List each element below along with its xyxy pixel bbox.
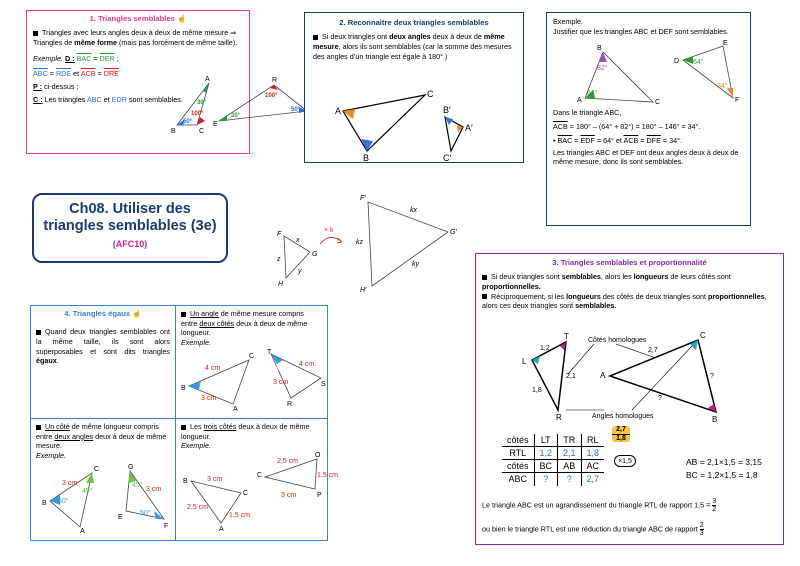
svg-text:3 cm: 3 cm (201, 394, 217, 402)
svg-text:4 cm: 4 cm (205, 364, 221, 372)
svg-text:C′: C′ (443, 153, 452, 163)
svg-text:Angles homologues: Angles homologues (592, 413, 654, 420)
svg-text:30°: 30° (197, 100, 207, 106)
svg-text:R: R (556, 413, 562, 422)
svg-text:R: R (272, 77, 278, 84)
svg-text:3 cm: 3 cm (146, 485, 162, 493)
box1-conclusion: C : Les triangles ABC et EDR sont semblables. (33, 94, 183, 104)
box1-property: P : ci-dessus ; (33, 82, 79, 92)
svg-text:A: A (577, 97, 582, 105)
svg-text:34°: 34° (717, 83, 728, 91)
svg-text:?: ? (658, 395, 662, 402)
svg-text:30°: 30° (231, 113, 241, 119)
reconnaitre-box (304, 12, 524, 163)
triangles-egaux-box (30, 305, 339, 541)
svg-text:C: C (249, 352, 255, 360)
svg-text:1,5 cm: 1,5 cm (317, 472, 339, 480)
proportion-table: côtés LT TR RL RTL 1,2 2,1 1,8 côtés BC AB AC ABC ? ? 2,7 (502, 434, 604, 486)
svg-text:50°: 50° (183, 119, 193, 125)
box4-title: 4. Triangles égaux ☝ (64, 309, 142, 318)
svg-text:R: R (287, 400, 293, 408)
box3-conclusion: Les triangles ABC et DEF ont deux angles deux à deux de même mesure, donc ils sont semblables. (553, 147, 739, 167)
svg-text:A: A (600, 371, 606, 380)
svg-text:A: A (219, 526, 224, 534)
svg-text:2,7: 2,7 (648, 347, 658, 354)
svg-text:B: B (597, 45, 602, 53)
box3-line3: Dans le triangle ABC, (553, 108, 622, 118)
svg-text:F′: F′ (360, 195, 366, 202)
box1-title: 1. Triangles semblables ☝ (89, 14, 187, 23)
svg-text:O: O (315, 452, 321, 460)
svg-text:F: F (735, 97, 740, 105)
svg-text:82°: 82° (597, 65, 608, 73)
svg-text:1,8: 1,8 (532, 387, 542, 394)
center-figure (262, 186, 460, 296)
cell-egaux: 4. Triangles égaux ☝ Quand deux triangles semblables ont la même taille, ils sont alors superposables et sont dits triangles égaux. (36, 309, 170, 366)
svg-text:E: E (213, 121, 218, 128)
hand-pointer-icon: ☝ (176, 14, 187, 23)
svg-text:30°: 30° (199, 382, 210, 390)
svg-text:45°: 45° (82, 487, 93, 495)
box3-line4: $\overline{ACB} = 180^\circ - (64^\circ + 82^\circ) = 180^\circ - 146^\circ = 34^\circ$. (553, 122, 701, 132)
box1-example: Exemple. D : $\overline{BAC} = \overline{DER}$ ; (33, 53, 119, 63)
cell-angle-figure (181, 348, 326, 413)
svg-text:H: H (278, 281, 284, 288)
box3-figure (563, 40, 753, 106)
svg-text:E: E (723, 40, 728, 48)
box2-text: Si deux triangles ont deux angles deux à deux de même mesure, alors ils sont semblables (car la somme des mesures des angles d’un triangle est égale à 180°.) (313, 32, 512, 61)
box5-title: 3. Triangles semblables et proportionnalité (552, 258, 707, 267)
box1-definition: Triangles avec leurs angles deux à deux de même mesure ⇒ Triangles de même forme (mais pas forcément de même taille). (33, 28, 238, 47)
svg-text:B: B (42, 499, 47, 507)
box1-equalities: $\overline{ABC} = \overline{RDE}$ et $\overline{ACB} = \overline{DRE}$ (33, 69, 119, 79)
svg-text:L: L (522, 357, 527, 366)
triangles-semblables-box (26, 10, 301, 154)
svg-text:S: S (321, 380, 326, 388)
svg-text:100°: 100° (191, 111, 204, 117)
svg-text:z: z (277, 256, 281, 263)
svg-text:50°: 50° (140, 509, 151, 517)
cell-three-sides: Les trois côtés deux à deux de même longueur. Exemple. B C A 3 cm 2,5 cm 1,5 cm C O P 2,5 cm 1,5 cm 3 cm (181, 422, 339, 534)
svg-text:T: T (267, 348, 272, 356)
svg-text:G: G (128, 463, 134, 471)
svg-text:3 cm: 3 cm (273, 378, 289, 386)
svg-text:B: B (171, 128, 176, 135)
svg-text:y: y (298, 268, 302, 275)
svg-text:ky: ky (412, 261, 419, 268)
svg-text:64°: 64° (693, 59, 704, 67)
svg-text:D: D (674, 58, 680, 66)
svg-text:C: C (655, 99, 661, 107)
svg-text:× k: × k (324, 227, 334, 234)
svg-text:B: B (363, 153, 370, 163)
box3-question: Justifier que les triangles ABC et DEF sont semblables. (553, 26, 729, 36)
box3-line5: • $\overline{BAC} = \overline{EDF} = 64^\circ$ et $\overline{ACB} = \overline{DFE} = 34^\circ$. (553, 135, 682, 145)
calc-ab: AB = 2,1×1,5 = 3,15 (686, 457, 762, 467)
svg-text:H′: H′ (360, 287, 367, 294)
svg-text:2,5 cm: 2,5 cm (277, 458, 299, 466)
svg-text:2,5 cm: 2,5 cm (187, 504, 209, 512)
chapter-code: (AFC10) (112, 238, 148, 249)
svg-text:G′: G′ (450, 229, 457, 236)
svg-text:A: A (205, 76, 210, 83)
svg-text:4 cm: 4 cm (299, 360, 315, 368)
box2-title: 2. Reconnaitre deux triangles semblables (339, 18, 489, 27)
svg-text:50°: 50° (291, 107, 301, 113)
ratio-fraction: 2,7 1,8 (612, 426, 630, 442)
box2-figure (335, 89, 495, 163)
svg-text:B′: B′ (443, 105, 451, 115)
svg-text:T: T (564, 332, 569, 341)
proportionnalite-box (475, 253, 784, 545)
svg-text:C: C (199, 128, 205, 135)
calc-bc: BC = 1,2×1,5 = 1,8 (686, 470, 758, 480)
chapter-title-line1: Ch08. Utiliser des (69, 201, 191, 217)
svg-text:45°: 45° (132, 481, 143, 489)
svg-text:30°: 30° (275, 364, 286, 372)
chapter-title-box (32, 193, 228, 263)
hand-pointer-icon: ☝ (132, 309, 142, 318)
box5-p1: Si deux triangles sont semblables, alors les longueurs de leurs côtés sont proportionnelles. (482, 272, 731, 291)
svg-text:A: A (335, 106, 342, 116)
svg-text:A′: A′ (465, 123, 473, 133)
svg-text:100°: 100° (265, 93, 278, 99)
svg-text:50°: 50° (58, 497, 69, 505)
svg-text:C: C (257, 472, 263, 480)
box5-conclusion1: Le triangle ABC est un agrandissement du triangle RTL de rapport 1,5 = $\frac{3}{2}$ (482, 498, 717, 513)
svg-text:A: A (80, 527, 85, 535)
svg-text:Côtés homologues: Côtés homologues (588, 337, 647, 344)
svg-text:B: B (183, 478, 188, 486)
svg-text:P: P (317, 492, 322, 500)
exemple-box (546, 12, 751, 226)
svg-text:3 cm: 3 cm (62, 479, 78, 487)
svg-text:F: F (277, 231, 282, 238)
box3-label: Exemple. (553, 17, 583, 26)
svg-text:3 cm: 3 cm (281, 492, 297, 500)
svg-text:C: C (243, 490, 249, 498)
svg-text:C: C (700, 331, 706, 340)
cell-angle: Un angle de même mesure compris entre deux côtés deux à deux de même longueur. Exemple. B C A 4 cm 3 cm 30° T S R 30° 3 cm 4 cm (181, 309, 326, 413)
svg-text:x: x (296, 237, 300, 244)
chapter-title-line2: triangles semblables (3e) (43, 218, 217, 235)
box5-p2: Réciproquement, si les longueurs des côtés de deux triangles sont proportionnelles, alors ces deux triangles sont semblables. (482, 291, 767, 311)
cell-side-figure (36, 461, 176, 533)
box5-conclusion2: ou bien le triangle RTL est une réduction du triangle ABC de rapport $\frac{2}{3}$ (482, 522, 704, 537)
box5-figure (520, 330, 720, 424)
svg-text:kz: kz (356, 239, 363, 246)
svg-text:A: A (233, 405, 238, 413)
svg-text:E: E (118, 513, 123, 521)
svg-text:2,1: 2,1 (566, 373, 576, 380)
svg-text:?: ? (710, 373, 714, 380)
svg-text:1,5 cm: 1,5 cm (229, 512, 251, 520)
svg-text:B: B (712, 415, 718, 424)
cell-side: Un côté de même longueur compris entre deux angles deux à deux de même mesure. Exemple. B C A 3 cm 45° 50° G E F 45° 3 cm 50° (31, 419, 175, 539)
svg-text:C: C (427, 89, 434, 99)
multiplier-badge: ×1,5 (614, 455, 636, 467)
box1-figure (169, 71, 319, 133)
svg-text:1,2: 1,2 (540, 345, 550, 352)
svg-text:3 cm: 3 cm (207, 476, 223, 484)
svg-text:64°: 64° (587, 90, 598, 98)
svg-text:F: F (164, 522, 169, 530)
svg-text:G: G (312, 251, 318, 258)
svg-text:C: C (94, 465, 100, 473)
svg-text:kx: kx (410, 207, 417, 214)
cell-three-sides-figure (181, 451, 339, 534)
svg-text:B: B (181, 384, 186, 392)
